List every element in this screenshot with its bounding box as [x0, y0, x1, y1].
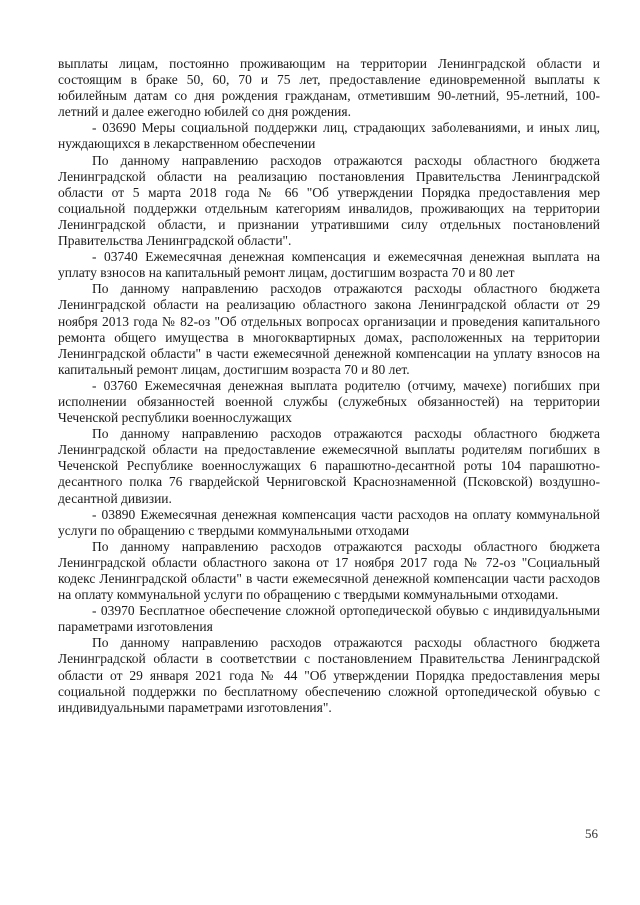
paragraph-code-03890: - 03890 Ежемесячная денежная компенсация части расходов на оплату коммунальной услуги по обращению с твердыми коммунальными отходами — [58, 506, 600, 538]
paragraph-description: По данному направлению расходов отражаются расходы областного бюджета Ленинградской области на реализацию областного закона Ленинградской области от 29 ноября 2013 года № 82-оз "Об отдельных вопросах организации и проведения капитального ремонта общего имущества в многоквартирных домах, расположенных на территории Ленинградской области" в части ежемесячной денежной компенсации на уплату взносов на капитальный ремонт лицам, достигшим возраста 70 и 80 лет. — [58, 281, 600, 377]
paragraph-code-03740: - 03740 Ежемесячная денежная компенсация и ежемесячная денежная выплата на уплату взносов на капитальный ремонт лицам, достигшим возраста 70 и 80 лет — [58, 249, 600, 281]
document-page — [58, 56, 600, 716]
paragraph-code-03690: - 03690 Меры социальной поддержки лиц, страдающих заболеваниями, и иных лиц, нуждающихся в лекарственном обеспечении — [58, 120, 600, 152]
paragraph-description: По данному направлению расходов отражаются расходы областного бюджета Ленинградской области в соответствии с постановлением Правительства Ленинградской области от 29 января 2021 года № 44 "Об утверждении Порядка предоставления меры социальной поддержки по бесплатному обеспечению сложной ортопедической обувью с индивидуальными параметрами изготовления". — [58, 635, 600, 715]
page-number: 56 — [585, 826, 598, 841]
paragraph-description: По данному направлению расходов отражаются расходы областного бюджета Ленинградской области областного закона от 17 ноября 2017 года № 72-оз "Социальный кодекс Ленинградской области" в части ежемесячной денежной компенсации части расходов на оплату коммунальной услуги по обращению с твердыми коммунальными отходами. — [58, 538, 600, 603]
paragraph-code-03760: - 03760 Ежемесячная денежная выплата родителю (отчиму, мачехе) погибших при исполнении обязанностей военной службы (служебных обязанностей) на территории Чеченской республики военнослужащих — [58, 377, 600, 426]
paragraph-description: По данному направлению расходов отражаются расходы областного бюджета Ленинградской области на реализацию постановления Правительства Ленинградской области от 5 марта 2018 года № 66 "Об утверждении Порядка предоставления мер социальной поддержки отдельным категориям инвалидов, проживающих на территории Ленинградской области, и признании утратившими силу отдельных постановлений Правительства Ленинградской области". — [58, 152, 600, 249]
paragraph-description: По данному направлению расходов отражаются расходы областного бюджета Ленинградской области на предоставление ежемесячной выплаты родителям погибших в Чеченской Республике военнослужащих 6 парашютно-десантной роты 104 парашютно-десантного полка 76 гвардейской Черниговской Краснознаменной (Псковской) воздушно-десантной дивизии. — [58, 426, 600, 506]
paragraph-code-03970: - 03970 Бесплатное обеспечение сложной ортопедической обувью с индивидуальными параметрами изготовления — [58, 603, 600, 635]
paragraph-continuation: выплаты лицам, постоянно проживающим на территории Ленинградской области и состоящим в браке 50, 60, 70 и 75 лет, предоставление единовременной выплаты к юбилейным датам со дня рождения гражданам, отметившим 90-летний, 95-летний, 100-летний и далее ежегодно юбилей со дня рождения. — [58, 56, 600, 120]
